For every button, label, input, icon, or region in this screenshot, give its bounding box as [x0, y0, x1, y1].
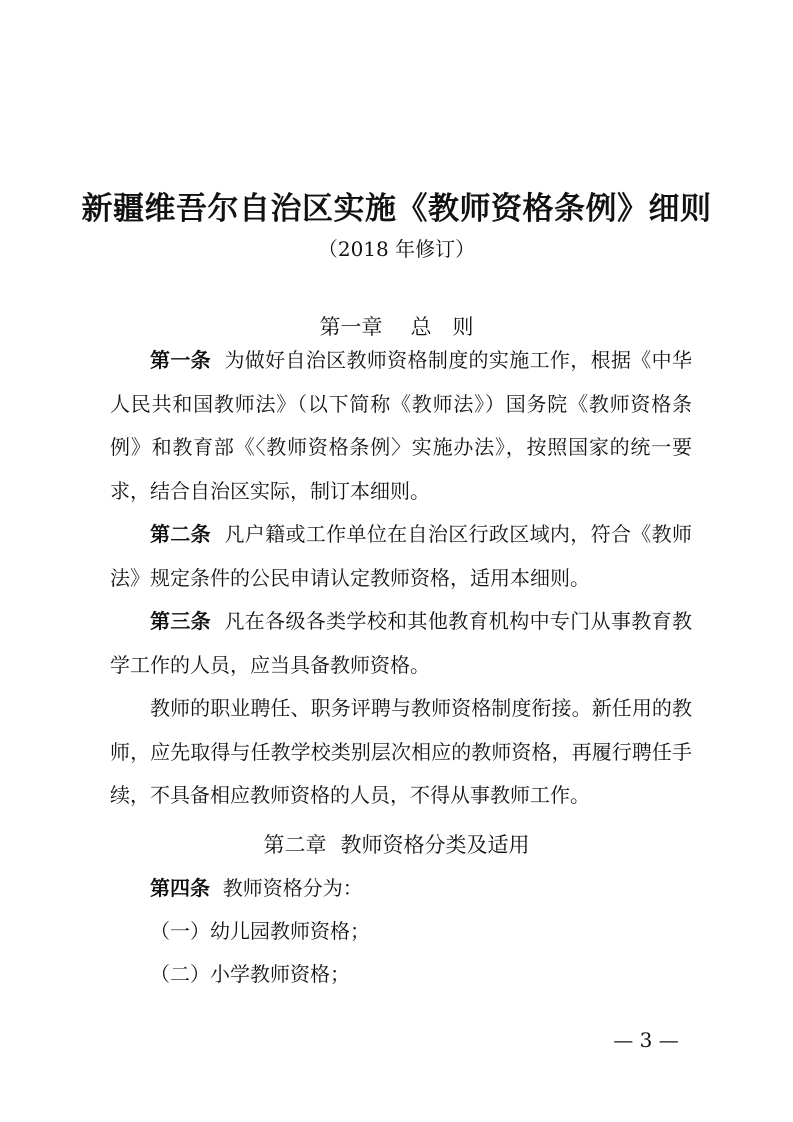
article-text: 凡户籍或工作单位在自治区行政区域内，符合《教师法》规定条件的公民申请认定教师资格，适用本细则。: [110, 522, 692, 590]
article-label: 第二条: [150, 522, 212, 546]
article-label: 第四条: [150, 876, 210, 900]
list-item: （一）幼儿园教师资格；: [150, 919, 370, 943]
article-text: 为做好自治区教师资格制度的实施工作，根据《中华人民共和国教师法》（以下简称《教师法》）国务院《教师资格条例》和教育部《〈教师资格条例〉实施办法》，按照国家的统一要求，结合自治区实际，制订本细则。: [110, 348, 692, 503]
list-item: （二）小学教师资格；: [150, 962, 350, 986]
article-text: 教师资格分为：: [222, 876, 363, 900]
article-1: [110, 339, 692, 513]
article-3-paragraph-2: 教师的职业聘任、职务评聘与教师资格制度衔接。新任用的教师，应先取得与任教学校类别层次相应的教师资格，再履行聘任手续，不具备相应教师资格的人员，不得从事教师工作。: [110, 696, 692, 807]
document-subtitle: （2018 年修订）: [317, 237, 476, 261]
chapter-name: 教师资格分类及适用: [340, 833, 530, 857]
article-text: 凡在各级各类学校和其他教育机构中专门从事教育教学工作的人员，应当具备教师资格。: [110, 609, 692, 677]
chapter-heading-1: [0, 311, 793, 341]
chapter-name: 总 则: [410, 315, 474, 339]
article-label: 第一条: [150, 348, 212, 372]
document-title: 新疆维吾尔自治区实施《教师资格条例》细则: [81, 191, 712, 227]
article-4: [110, 867, 692, 911]
article-label: 第三条: [150, 609, 212, 633]
article-2: [110, 513, 692, 600]
article-3: [110, 600, 692, 687]
chapter-number: 第二章: [263, 833, 327, 857]
chapter-heading-2: [0, 829, 793, 859]
chapter-number: 第一章: [319, 315, 383, 339]
page-number: — 3 —: [613, 1028, 679, 1052]
